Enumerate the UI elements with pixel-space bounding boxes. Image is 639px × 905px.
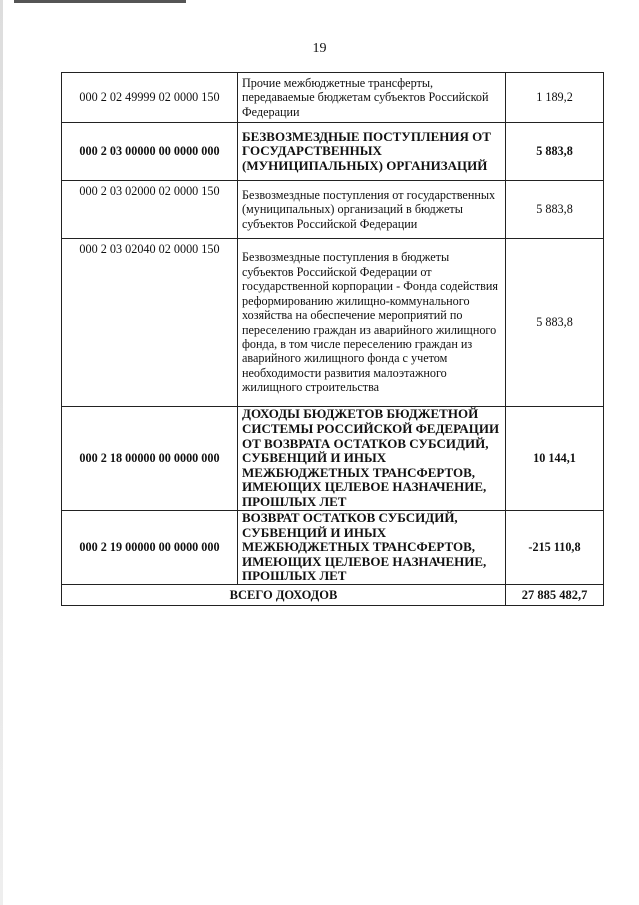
table-row [62, 239, 604, 407]
page-number: 19 [312, 41, 327, 56]
row-amount: 5 883,8 [506, 181, 604, 239]
row-description: ДОХОДЫ БЮДЖЕТОВ БЮДЖЕТНОЙ СИСТЕМЫ РОССИЙСКОЙ ФЕДЕРАЦИИ ОТ ВОЗВРАТА ОСТАТКОВ СУБСИДИЙ, СУБВЕНЦИЙ И ИНЫХ МЕЖБЮДЖЕТНЫХ ТРАНСФЕРТОВ, ИМЕЮЩИХ ЦЕЛЕВОЕ НАЗНАЧЕНИЕ, ПРОШЛЫХ ЛЕТ [238, 407, 506, 511]
total-row [62, 585, 604, 606]
row-code: 000 2 18 00000 00 0000 000 [62, 407, 238, 511]
table-row [62, 511, 604, 585]
row-amount: 10 144,1 [506, 407, 604, 511]
row-description: БЕЗВОЗМЕЗДНЫЕ ПОСТУПЛЕНИЯ ОТ ГОСУДАРСТВЕННЫХ (МУНИЦИПАЛЬНЫХ) ОРГАНИЗАЦИЙ [238, 123, 506, 181]
page-edge-shadow [0, 0, 3, 905]
table-row [62, 181, 604, 239]
row-description: Безвозмездные поступления от государственных (муниципальных) организаций в бюджеты субъектов Российской Федерации [238, 181, 506, 239]
row-description: Прочие межбюджетные трансферты, передаваемые бюджетам субъектов Российской Федерации [238, 73, 506, 123]
row-description: ВОЗВРАТ ОСТАТКОВ СУБСИДИЙ, СУБВЕНЦИЙ И ИНЫХ МЕЖБЮДЖЕТНЫХ ТРАНСФЕРТОВ, ИМЕЮЩИХ ЦЕЛЕВОЕ НАЗНАЧЕНИЕ, ПРОШЛЫХ ЛЕТ [238, 511, 506, 585]
row-code: 000 2 03 02000 02 0000 150 [62, 181, 238, 239]
row-code: 000 2 02 49999 02 0000 150 [62, 73, 238, 123]
row-amount: -215 110,8 [506, 511, 604, 585]
row-amount: 1 189,2 [506, 73, 604, 123]
table-row [62, 73, 604, 123]
total-label: ВСЕГО ДОХОДОВ [62, 585, 506, 606]
row-amount: 5 883,8 [506, 239, 604, 407]
table-row [62, 407, 604, 511]
top-rule [14, 0, 186, 3]
table-row [62, 123, 604, 181]
row-code: 000 2 03 02040 02 0000 150 [62, 239, 238, 407]
revenue-table [61, 72, 604, 606]
row-amount: 5 883,8 [506, 123, 604, 181]
row-code: 000 2 03 00000 00 0000 000 [62, 123, 238, 181]
row-description: Безвозмездные поступления в бюджеты субъектов Российской Федерации от государственной корпорации - Фонда содействия реформированию жилищно-коммунального хозяйства на обеспечение мероприятий по переселению граждан из аварийного жилищного фонда, в том числе переселению граждан из аварийного жилищного фонда с учетом необходимости развития малоэтажного жилищного строительства [238, 239, 506, 407]
row-code: 000 2 19 00000 00 0000 000 [62, 511, 238, 585]
total-amount: 27 885 482,7 [506, 585, 604, 606]
